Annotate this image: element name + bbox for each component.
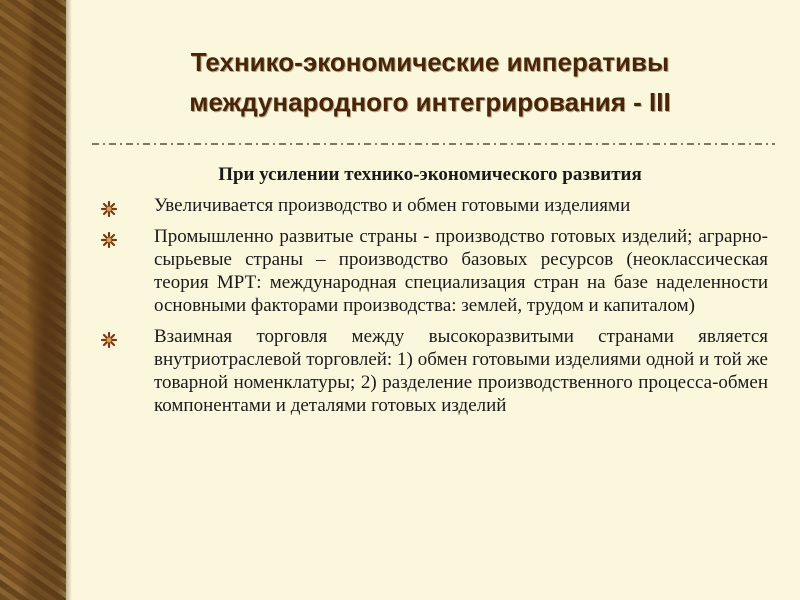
bullet-text: Взаимная торговля между высокоразвитыми странами является внутриотраслевой торговлей: 1) обмен готовыми изделиями одной и той же товарной номенклатуры; 2) разделение производственного процесса-обмен компонентами и деталями готовых изделий [154, 326, 768, 416]
bullet-item [100, 194, 768, 217]
bullet-text: Увеличивается производство и обмен готовыми изделиями [154, 195, 631, 216]
bullet-item [100, 325, 768, 417]
starburst-icon [100, 331, 118, 349]
bullet-item [100, 225, 768, 317]
starburst-icon [100, 200, 118, 218]
bullet-text: Промышленно развитые страны - производство готовых изделий; аграрно-сырьевые страны – производство базовых ресурсов (неоклассическая теория МРТ: международная специализация стран на базе наделенности основными факторами производства: землей, трудом и капиталом) [154, 226, 768, 316]
decorative-sidebar [0, 0, 66, 600]
slide-title [80, 42, 780, 122]
slide-title-line1: Технико-экономические императивы [190, 47, 670, 77]
slide-subtitle: При усилении технико-экономического развития [218, 164, 642, 185]
slide-title-line2: международного интегрирования - III [189, 87, 671, 117]
dashed-divider [92, 142, 775, 146]
starburst-icon [100, 231, 118, 249]
bullet-list [100, 194, 768, 425]
